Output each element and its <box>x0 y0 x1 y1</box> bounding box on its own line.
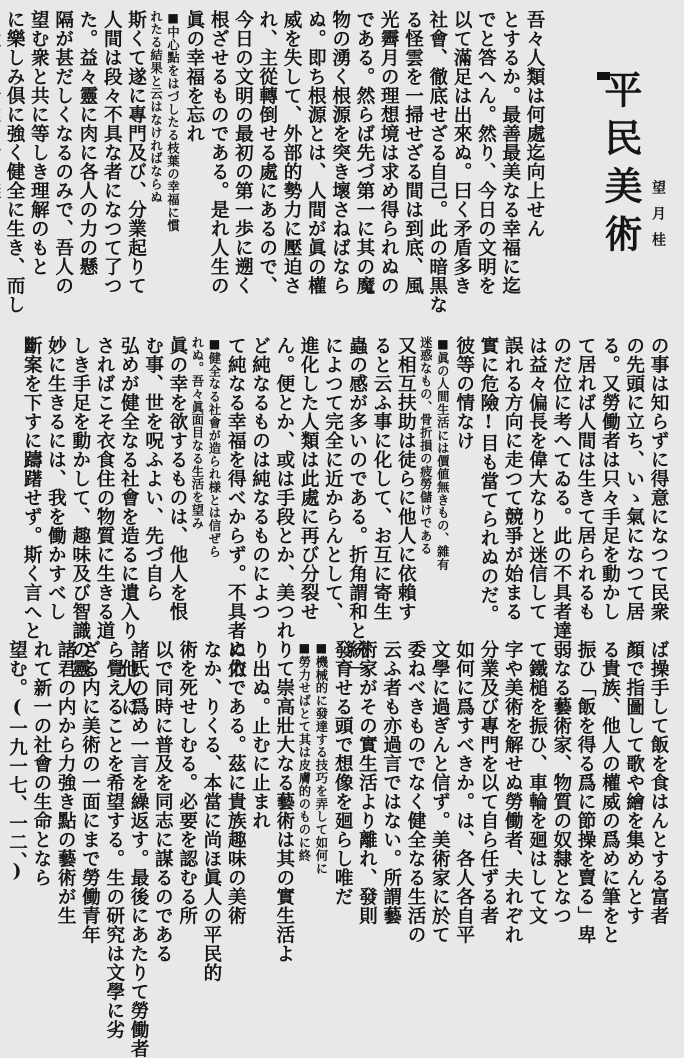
subheading-line: ■勞力せばとて其は皮膚的のものに終 <box>296 640 312 862</box>
text-column: 望む衆と共に等しき理解のもと <box>28 10 50 276</box>
middle-text-columns <box>19 336 670 716</box>
text-column: である。然らば先づ第一に其の魔 <box>353 10 375 295</box>
subheading-line: ■中心點をはづしたる枝葉の幸福に慣 <box>165 10 181 232</box>
text-column: の事は知らずに得意になつて民衆 <box>648 336 669 621</box>
text-column: 字や美術を解せぬ勞働者、夫れぞれ <box>502 640 524 944</box>
text-column: り出ぬ。止むに止まれ <box>249 640 271 830</box>
text-column: 眞の幸を欲するものは、他人を恨 <box>166 336 188 621</box>
text-column: 物の湧く根源を突き壞さねばなら <box>329 10 351 295</box>
text-column: れて新一の社會の生命となら <box>30 640 52 887</box>
text-column: 顏で指圖して歌や繪を集めんとす <box>623 640 645 925</box>
upper-text-columns <box>0 10 546 326</box>
text-column: しき手足を動かして、趣味及び智識の靈 <box>69 336 91 678</box>
text-column: 又相互扶助は徒らに他人に依賴す <box>395 336 417 621</box>
text-column: 云ふ者も亦過言ではない。所謂藝 <box>380 640 402 925</box>
subheading-line: ■機械的に發達する技巧を弄して如何に <box>313 640 329 875</box>
subheading-line: ■健全なる社會が造られ様とは信ぜら <box>206 336 222 558</box>
subheading-line: ■眞の人間生活には價値無きもの、雜有 <box>435 336 451 571</box>
article-author: 望月桂 <box>650 180 666 258</box>
subheading-line: 迷惑なもの、骨折損の疲勞儲けである <box>418 336 434 556</box>
text-column: ぬ力である。茲に貴族趣味の美術 <box>225 640 247 925</box>
text-column: 弱なる藝術家、物質の奴隸となつ <box>550 640 572 925</box>
text-column: とするか。最善最美なる幸福に迄 <box>499 10 521 295</box>
text-column: れ、主從轉倒せる處にあるので、 <box>256 10 278 295</box>
text-column: む事、世を呪ふよい、先づ自ら <box>142 336 164 602</box>
text-column: 諸氏の爲め一言を繰返す。最後にあたりて勞働者 <box>128 640 150 1058</box>
text-column: 術を死せしむる。必要を認むる所 <box>176 640 198 925</box>
text-column: 蟲の感が多いのである。折角謂和と統一 <box>346 336 368 678</box>
middle-section <box>14 336 670 716</box>
text-column: 彼等の情なけ <box>453 336 475 450</box>
lower-section <box>6 640 670 1058</box>
article-heading <box>546 10 670 326</box>
text-column: ば操手して飯を食はんとする富者 <box>648 640 669 925</box>
text-column: 文學に過ぎんと信ず。美術家に於て <box>429 640 451 944</box>
text-column: 望む。(一九一七、一二、) <box>6 640 28 883</box>
text-column: て鐵槌を振ひ、車輪を廻はして文 <box>526 640 548 925</box>
text-column: ど純なるものは純なるものによつ <box>249 336 271 621</box>
text-column: 分業及び專門を以て自ら任ずる者 <box>477 640 499 925</box>
text-column: る怪雲を一掃せざる間は到底、風 <box>402 10 424 295</box>
text-column: 委ねべきものでなく健全なる生活の <box>405 640 427 944</box>
article-title: 平民美術 <box>598 70 643 262</box>
text-column: ざる内に美術の一面にまで勞働青年 <box>79 640 101 944</box>
text-column: 吾々人類は何處迄向上せん <box>524 10 545 238</box>
upper-section <box>4 10 670 326</box>
text-column: ると云ふ事に化して、お互に寄生 <box>371 336 393 621</box>
text-column: によつて完全に近からんとして、 <box>322 336 344 621</box>
text-column: る貴族、他人の權威の爲めに筆をと <box>599 640 621 944</box>
text-column: 術家がその實生活より離れ、發則 <box>356 640 378 925</box>
text-column: の先頭に立ち、いゝ氣になつて居 <box>623 336 645 621</box>
text-column: りて崇高壯大なる藝術は其の實生活よ <box>273 640 295 963</box>
text-column: 進化した人類は此處に再び分裂せ <box>298 336 320 621</box>
text-column: さればこそ衣食住の物質に生きる道 <box>94 336 116 640</box>
text-column: 斯くて遂に專門及び、分業起りて <box>125 10 147 295</box>
text-column: 振ひ「飯を得る爲に節操を賣る」卑 <box>575 640 597 944</box>
text-column: る。又勞働者は只々手足を動かし <box>599 336 621 621</box>
text-column: 隔が甚だしくなるのみで、吾人の <box>52 10 74 295</box>
text-column: 根ざせるものである。是れ人生の <box>208 10 230 295</box>
text-column: ら覺えることを希望する。生の研究は文學に劣 <box>103 640 125 1039</box>
text-column: 人間は段々不具な者になつて了つ <box>101 10 123 295</box>
subheading-line: れぬ。吾々眞面目なる生活を望み <box>189 336 205 530</box>
text-column: のだ位に考へてゐる。此の不具者達 <box>550 336 572 640</box>
text-column: 以で同時に普及を同志に謀るのである <box>152 640 174 963</box>
text-column: て純なる幸福を得べからず。不具者に依 <box>225 336 247 678</box>
text-column: 妙に生きるには、我を働かすべし <box>45 336 67 621</box>
text-column: 今日の文明の最初の第一歩に遡く <box>232 10 254 295</box>
text-column: でと答へん。然り、今日の文明を <box>475 10 497 295</box>
text-column: なか、りくる、本當に尚ほ眞人の平民的 <box>200 640 222 982</box>
text-column: 以て滿足は出來ぬ。曰く矛盾多き <box>451 10 473 295</box>
lower-text-columns <box>4 640 670 1058</box>
text-column: 弘めが健全なる社會を造るに遺入り、他人に <box>118 336 140 716</box>
text-column: 發育せる頭で想像を廻らし唯だ <box>332 640 354 906</box>
text-column: 實に危險!目も當てられぬのだ。 <box>477 336 499 624</box>
text-column: 光霽月の理想境は求め得られぬの <box>378 10 400 295</box>
text-column: は益々偏長を偉大なりと迷信して <box>526 336 548 621</box>
text-column: て居れば人間は生きて居られるも <box>575 336 597 621</box>
text-column: 諸君の内から力強き點の藝術が生 <box>55 640 77 925</box>
text-column: 威を失して、外部的勢力に壓迫さ <box>281 10 303 295</box>
text-column: に樂しみ倶に強く健全に生き、而し <box>4 10 26 314</box>
text-column: 斷案を下すに躊躇せず。斯く言へと <box>21 336 43 640</box>
text-column: ん。便とか、或は手段とか、美つれ <box>273 336 295 640</box>
text-column: 社會、徹底せざる自己。此の暗黒な <box>426 10 448 314</box>
text-column: ぬ。即ち根源とは、人間が眞の權 <box>305 10 327 295</box>
text-column: 眞の幸福を忘れ <box>183 10 205 143</box>
text-column: た。益々靈に肉に各人の力の懸 <box>76 10 98 276</box>
text-column: 如何に爲すべきか。は、各人各自平 <box>453 640 475 944</box>
text-column: 誤れる方向に走つて競爭が始まる <box>502 336 524 621</box>
subheading-line: れたる結果と云はなければならぬ <box>148 10 164 204</box>
